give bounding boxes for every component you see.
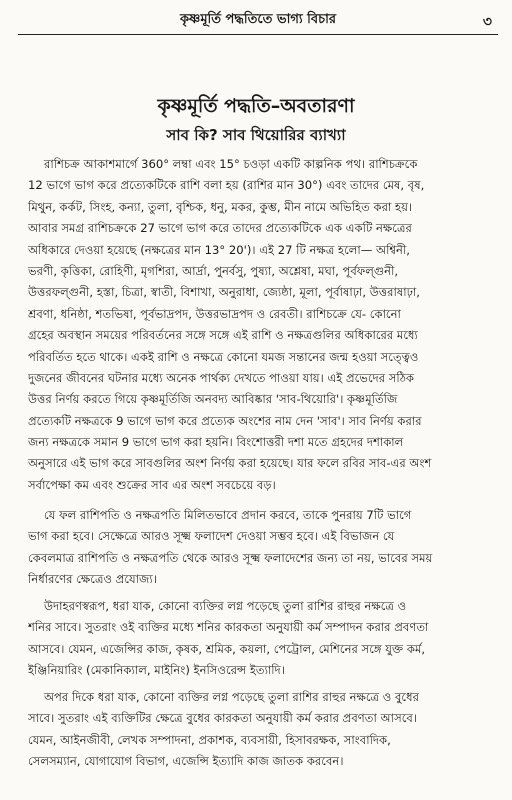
text-line: শনির সাবে। সুতরাং ওই ব্যক্তির মধ্যে শনির কারকতা অনুযায়ী কর্ম সম্পাদন করার প্রবণতা [28,620,429,635]
text-line: উত্তরফল্গুনী, হস্তা, চিত্রা, স্বাতী, বিশাখা, অনুরাধা, জ্যেষ্ঠা, মূলা, পূর্বাষাঢ়া, উত্তরাষাঢ়া, [28,285,420,300]
text-line: 12 ভাগে ভাগ করে প্রত্যেকটিকে রাশি বলা হয় (রাশির মান 30°) এবং তাদের মেষ, বৃষ, [28,178,425,193]
text-line: সেলসম্যান, যোগাযোগ বিভাগ, এজেন্সি ইত্যাদি কাজ জাতক করবেন। [28,754,344,769]
text-line: জন্য নক্ষত্রকে সমান 9 ভাগে ভাগ করা হয়নি। বিংশোত্তরী দশা মতে গ্রহদের দশাকাল [28,435,404,450]
text-line: গ্রহের অবস্থান সময়ের পরিবর্তনের সঙ্গে সঙ্গে এই রাশি ও নক্ষত্রগুলির অধিকারের মধ্যে [28,328,418,343]
text-line: ইঞ্জিনিয়ারিং (মেকানিক্যাল, মাইনিং) ইনসিওরেন্স ইত্যাদি। [28,663,285,678]
text-line: অপর দিকে ধরা যাক, কোনো ব্যক্তির লগ্ন পড়েছে তুলা রাশির রাহুর নক্ষত্রে ও বুধের [44,690,419,704]
running-title: কৃষ্ণমূর্তি পদ্ধতিতে ভাগ্য বিচার [179,12,337,27]
text-line: ভরণী, কৃত্তিকা, রোহিণী, মৃগশিরা, আর্দ্রা, পুনর্বসু, পুষ্যা, অশ্লেষা, মঘা, পূর্বফল্গুনী, [28,263,399,278]
text-line: শ্রবণা, ধনিষ্ঠা, শতভিষা, পূর্বভাদ্রপদ, উত্তরভাদ্রপদ ও রেবতী। রাশিচক্রে যে- কোনো [28,306,401,321]
chapter-title: কৃষ্ণমূর্তি পদ্ধতি–অবতারণা [157,95,355,117]
text-line: রাশিচক্র আকাশমার্গে 360° লম্বা এবং 15° চওড়া একটি কাল্পনিক পথ। রাশিচক্রকে [44,157,418,171]
text-line: অধিকারে দেওয়া হয়েছে (নক্ষত্রের মান 13° 20')। এই 27 টি নক্ষত্র হলো— অশ্বিনী, [28,242,410,257]
paragraph-3 [28,596,494,682]
text-line: উত্তর নির্ণয় করতে গিয়ে কৃষ্ণমূর্তিজি অনবদ্য আবিষ্কার 'সাব-থিয়োরি'। কৃষ্ণমূর্তিজি [28,392,398,407]
text-line: ভাগ করা হবে। সেক্ষেত্রে আরও সূক্ষ্ম ফলাদেশ দেওয়া সম্ভব হবে। এই বিভাজন যে [28,529,395,544]
text-line: উদাহরণস্বরূপ, ধরা যাক, কোনো ব্যক্তির লগ্ন পড়েছে তুলা রাশির রাহুর নক্ষত্রে ও [44,599,407,613]
text-line: সাবে। সুতরাং এই ব্যক্তিটির ক্ষেত্রে বুধের কারকতা অনুযায়ী কর্ম করার প্রবণতা আসবে। [28,711,417,726]
text-line: যেমন, আইনজীবী, লেখক সম্পাদনা, প্রকাশক, ব্যবসায়ী, হিসাবরক্ষক, সাংবাদিক, [28,732,391,747]
header-rule [18,34,498,35]
paragraph-1 [28,154,494,496]
paragraph-4 [28,687,494,773]
text-line: মিথুন, কর্কট, সিংহ, কন্যা, তুলা, বৃশ্চিক, ধনু, মকর, কুম্ভ, মীন নামে অভিহিত করা হয়। [28,199,413,214]
text-line: যে ফল রাশিপতি ও নক্ষত্রপতি মিলিতভাবে প্রদান করবে, তাকে পুনরায় 7টি ভাগে [44,508,412,522]
page-number: ৩ [482,14,492,30]
text-line: পরিবর্তিত হতে থাকে। একই রাশি ও নক্ষত্রে কোনো যমজ সন্তানের জন্ম হওয়া সত্ত্বেও [28,349,419,364]
text-line: অনুসারে এই ভাগ করে সাবগুলির অংশ নির্ণয় করা হয়েছে। যার ফলে রবির সাব-এর অংশ [28,456,432,471]
text-line: কেবলমাত্র রাশিপতি ও নক্ষত্রপতি থেকে আরও সূক্ষ্ম ফলাদেশের জন্য তা নয়, ভাবের সময় [28,550,433,565]
text-line: সর্বাপেক্ষা কম এবং শুক্রের সাব এর অংশ সবচেয়ে বড়। [28,477,276,492]
section-title: সাব কি? সাব থিয়োরির ব্যাখ্যা [166,126,346,144]
text-line: প্রত্যেকটি নক্ষত্রকে 9 ভাগে ভাগ করে প্রত্যেক অংশের নাম দেন 'সাব'। সাব নির্ণয় করার [28,413,422,428]
text-line: নির্ধারণের ক্ষেত্রেও প্রযোজ্য। [28,572,157,587]
text-line: দুজনের জীবনের ঘটনার মধ্যে অনেক পার্থক্য দেখতে পাওয়া যায়। এই প্রভেদের সঠিক [28,370,415,385]
paragraph-2 [28,505,494,591]
text-line: আবার সমগ্র রাশিচক্রকে 27 ভাগে ভাগ করে তাদের প্রত্যেকটিকে এক একটি নক্ষত্রের [28,221,412,236]
text-line: আসবে। যেমন, এজেন্সির কাজ, কৃষক, শ্রমিক, কয়লা, পেট্রোল, মেশিনের সঙ্গে যুক্ত কর্ম, [28,641,426,656]
running-header [18,10,498,32]
